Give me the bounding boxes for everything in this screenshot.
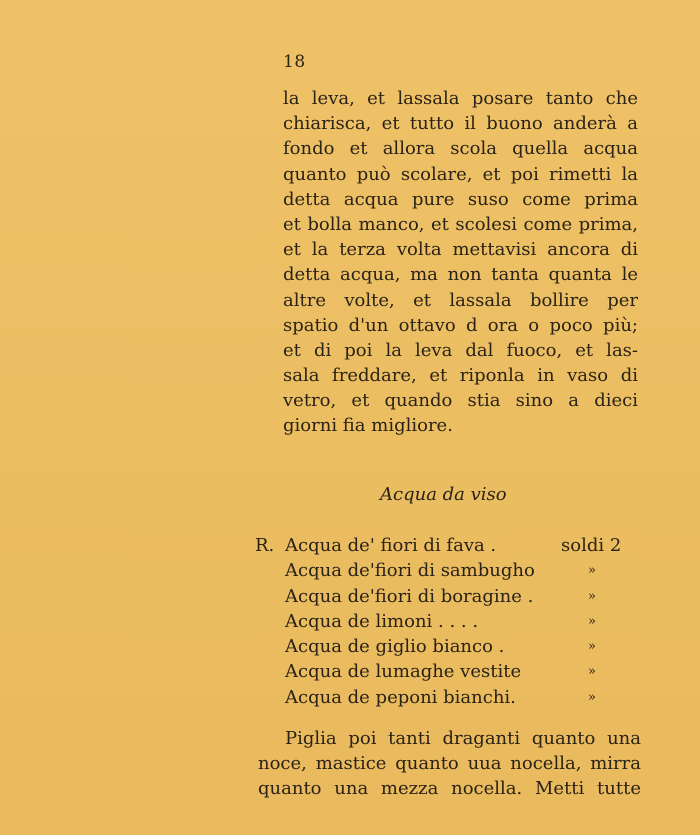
text-line: quanto una mezza nocella. Metti tutte <box>258 778 641 800</box>
recipe-item: Acqua de' fiori di fava . <box>285 535 497 556</box>
recipe-item: Acqua de'fiori di sambugho <box>285 560 535 582</box>
text-line: fondo et allora scola quella acqua <box>283 138 638 160</box>
recipe-item: Acqua de'fiori di boragine . <box>285 585 534 607</box>
text-line: et di poi la leva dal fuoco, et las- <box>283 339 638 361</box>
text-line: quanto può scolare, et poi rimetti la <box>283 163 638 185</box>
ditto-mark: » <box>588 613 596 629</box>
text-line: chiarisca, et tutto il buono anderà a <box>283 113 638 135</box>
recipe-row <box>255 659 655 684</box>
recipe-row <box>255 533 655 558</box>
closing-paragraph <box>258 726 641 802</box>
ditto-mark: » <box>588 639 596 655</box>
text-line: noce, mastice quanto uua nocella, mirra <box>258 753 641 775</box>
page-number: 18 <box>283 52 306 72</box>
paragraph <box>283 86 638 439</box>
ditto-mark: » <box>588 689 596 705</box>
text-line: vetro, et quando stia sino a dieci <box>283 390 638 412</box>
recipe-row <box>255 609 655 634</box>
recipe-item: Acqua de peponi bianchi. <box>285 686 516 708</box>
ditto-mark: » <box>588 563 596 579</box>
recipe-row <box>255 685 655 710</box>
text-line: altre volte, et lassala bollire per <box>283 289 638 311</box>
ditto-mark: » <box>588 588 596 604</box>
text-line: la leva, et lassala posare tanto che <box>283 88 638 109</box>
text-line: et bolla manco, et scolesi come prima, <box>283 213 638 235</box>
section-title: Acqua da viso <box>380 484 507 505</box>
recipe-mark: R. <box>255 535 275 556</box>
recipe-quantity: soldi 2 <box>561 535 622 556</box>
text-line: sala freddare, et riponla in vaso di <box>283 365 638 387</box>
recipe-row <box>255 584 655 609</box>
recipe-row <box>255 558 655 583</box>
ditto-mark: » <box>588 664 596 680</box>
text-line: detta acqua pure suso come prima <box>283 188 638 210</box>
recipe-row <box>255 634 655 659</box>
text-line: et la terza volta mettavisi ancora di <box>283 239 638 261</box>
text-line: Piglia poi tanti draganti quanto una <box>285 728 641 749</box>
recipe-item: Acqua de limoni . . . . <box>285 610 479 632</box>
text-line: detta acqua, ma non tanta quanta le <box>283 264 638 286</box>
recipe-item: Acqua de giglio bianco . <box>285 636 505 658</box>
text-line: giorni fia migliore. <box>283 415 453 437</box>
text-line: spatio d'un ottavo d ora o poco più; <box>283 314 638 336</box>
recipe-list <box>255 533 655 710</box>
recipe-item: Acqua de lumaghe vestite <box>285 661 522 683</box>
